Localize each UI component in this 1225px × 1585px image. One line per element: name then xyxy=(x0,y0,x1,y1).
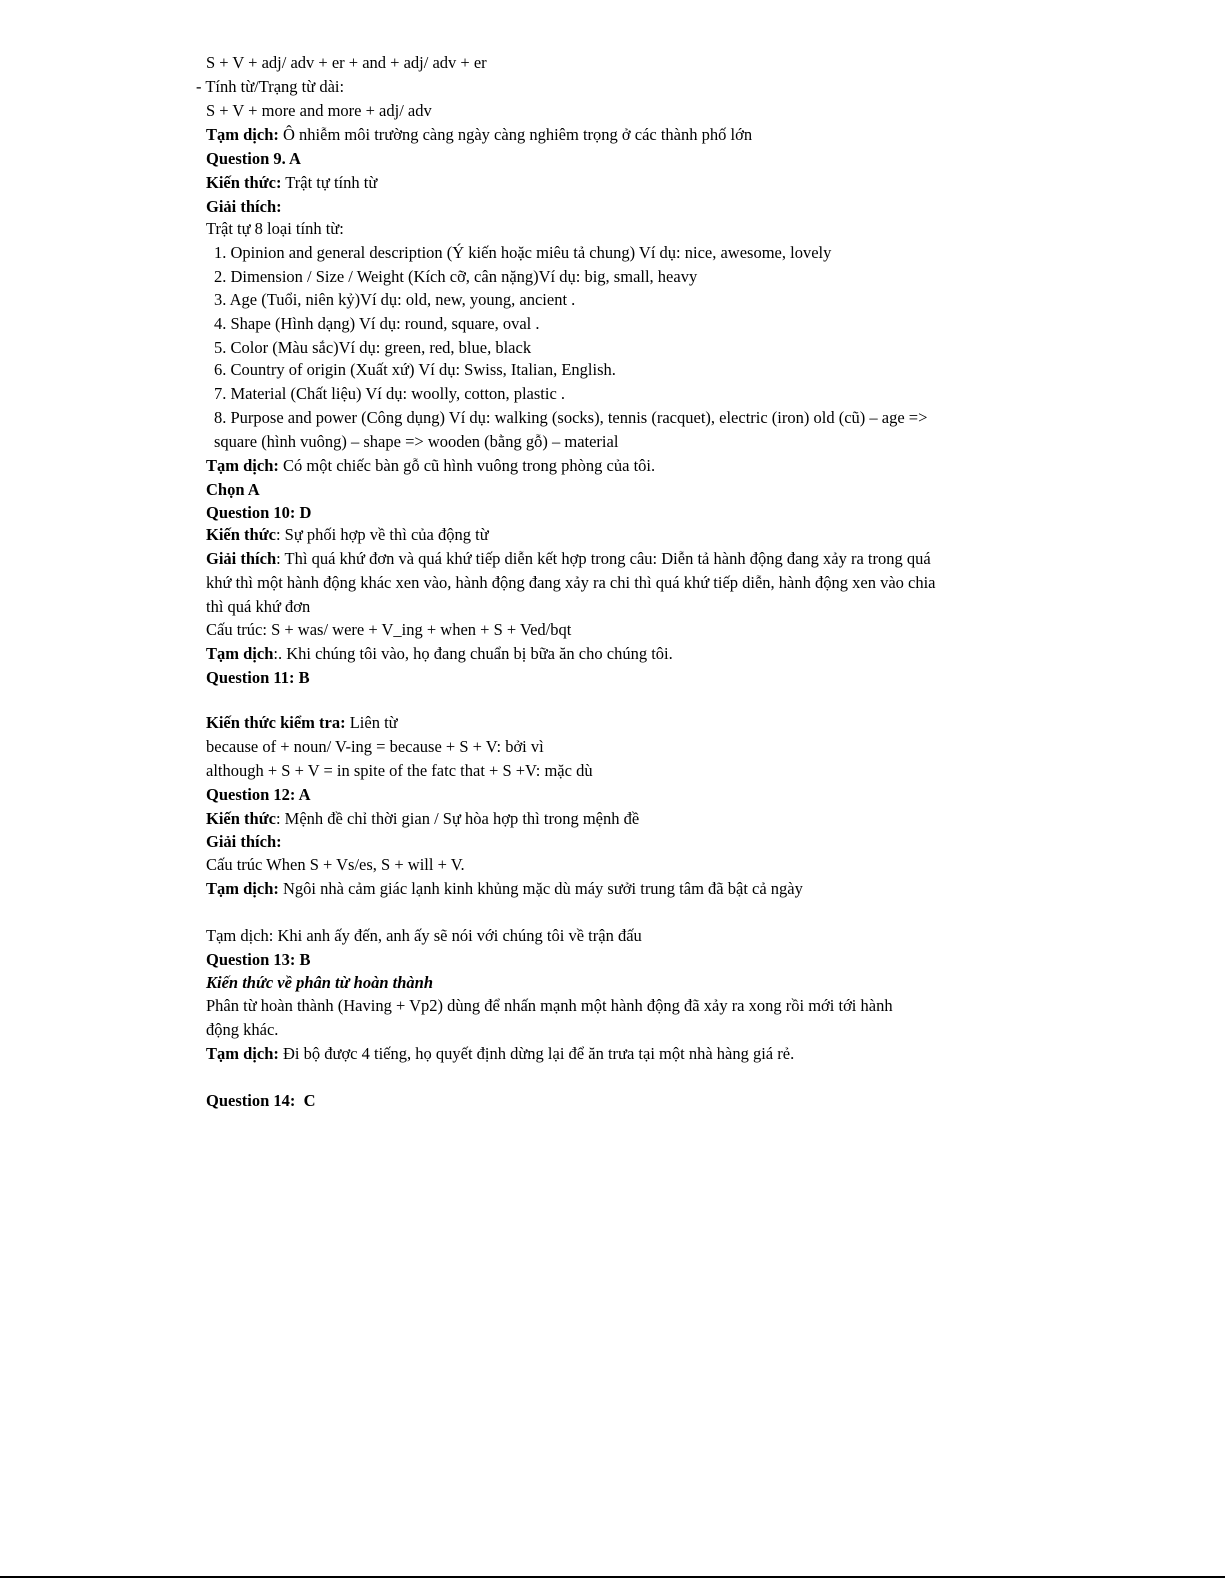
question-heading: Question 14: C xyxy=(206,1091,316,1110)
label: Kiến thức kiểm tra: xyxy=(206,713,346,732)
knowledge-line: Kiến thức kiểm tra: Liên từ xyxy=(206,713,398,732)
list-item: 4. Shape (Hình dạng) Ví dụ: round, square, oval . xyxy=(214,314,540,333)
text-line: S + V + adj/ adv + er + and + adj/ adv + er xyxy=(206,53,487,72)
label: Giải thích xyxy=(206,549,277,568)
explanation-heading: Giải thích: xyxy=(206,832,282,851)
translation-line: Tạm dịch: Ô nhiễm môi trường càng ngày càng nghiêm trọng ở các thành phố lớn xyxy=(206,125,753,144)
label: Kiến thức: xyxy=(206,173,282,192)
text-line: Trật tự 8 loại tính từ: xyxy=(206,219,344,238)
list-item: 7. Material (Chất liệu) Ví dụ: woolly, cotton, plastic . xyxy=(214,384,566,403)
answer-line: Chọn A xyxy=(206,480,260,499)
list-item: 8. Purpose and power (Công dụng) Ví dụ: walking (socks), tennis (racquet), electric (iron) old (cũ) – age => xyxy=(214,408,928,427)
text-line: S + V + more and more + adj/ adv xyxy=(206,101,432,120)
knowledge-line: Kiến thức về phân từ hoàn thành xyxy=(206,973,433,992)
label: Tạm dịch: xyxy=(206,1044,279,1063)
explanation-heading: Giải thích: xyxy=(206,197,282,216)
translation-line: Tạm dịch: Khi anh ấy đến, anh ấy sẽ nói với chúng tôi về trận đấu xyxy=(206,926,642,945)
question-heading: Question 9. A xyxy=(206,149,301,168)
list-item: 6. Country of origin (Xuất xứ) Ví dụ: Swiss, Italian, English. xyxy=(214,360,616,379)
question-heading: Question 13: B xyxy=(206,950,311,969)
text-line: square (hình vuông) – shape => wooden (bằng gỗ) – material xyxy=(214,432,619,451)
question-heading: Question 11: B xyxy=(206,668,310,687)
list-item: 3. Age (Tuổi, niên kỷ)Ví dụ: old, new, young, ancient . xyxy=(214,290,576,309)
text-line: khứ thì một hành động khác xen vào, hành động đang xảy ra chi thì quá khứ tiếp diễn, hành động xen vào chia xyxy=(206,573,936,592)
translation-line: Tạm dịch: Đi bộ được 4 tiếng, họ quyết định dừng lại để ăn trưa tại một nhà hàng giá rẻ. xyxy=(206,1044,795,1063)
explanation-line: Giải thích: Thì quá khứ đơn và quá khứ tiếp diễn kết hợp trong câu: Diễn tả hành động đang xảy ra trong quá xyxy=(206,549,931,568)
label: Tạm dịch: xyxy=(206,125,279,144)
knowledge-line: Kiến thức: Trật tự tính từ xyxy=(206,173,378,192)
translation-line: Tạm dịch: Có một chiếc bàn gỗ cũ hình vuông trong phòng của tôi. xyxy=(206,456,656,475)
question-heading: Question 12: A xyxy=(206,785,311,804)
label: Kiến thức xyxy=(206,809,276,828)
text-line: although + S + V = in spite of the fatc that + S +V: mặc dù xyxy=(206,761,593,780)
text-line: Cấu trúc When S + Vs/es, S + will + V. xyxy=(206,855,465,874)
list-item: 2. Dimension / Size / Weight (Kích cỡ, cân nặng)Ví dụ: big, small, heavy xyxy=(214,267,698,286)
text-line: động khác. xyxy=(206,1020,279,1039)
translation-line: Tạm dịch: Ngôi nhà cảm giác lạnh kinh khủng mặc dù máy sưởi trung tâm đã bật cả ngày xyxy=(206,879,803,898)
text-line: thì quá khứ đơn xyxy=(206,597,311,616)
knowledge-line: Kiến thức: Mệnh đề chỉ thời gian / Sự hòa hợp thì trong mệnh đề xyxy=(206,809,640,828)
label: Kiến thức xyxy=(206,525,276,544)
text-line: Phân từ hoàn thành (Having + Vp2) dùng để nhấn mạnh một hành động đã xảy ra xong rồi mới tới hành xyxy=(206,996,893,1015)
label: Tạm dịch xyxy=(206,644,274,663)
page-bottom-rule xyxy=(0,1576,1225,1578)
text-line: Cấu trúc: S + was/ were + V_ing + when + S + Ved/bqt xyxy=(206,620,572,639)
translation-line: Tạm dịch:. Khi chúng tôi vào, họ đang chuẩn bị bữa ăn cho chúng tôi. xyxy=(206,644,673,663)
list-item: 5. Color (Màu sắc)Ví dụ: green, red, blue, black xyxy=(214,338,532,357)
text-line: because of + noun/ V-ing = because + S + V: bởi vì xyxy=(206,737,544,756)
knowledge-line: Kiến thức: Sự phối hợp về thì của động từ xyxy=(206,525,489,544)
label: Tạm dịch: xyxy=(206,879,279,898)
text-line: - Tính từ/Trạng từ dài: xyxy=(196,77,345,96)
question-heading: Question 10: D xyxy=(206,503,312,522)
label: Tạm dịch: xyxy=(206,456,279,475)
list-item: 1. Opinion and general description (Ý kiến hoặc miêu tả chung) Ví dụ: nice, awesome, lovely xyxy=(214,243,832,262)
